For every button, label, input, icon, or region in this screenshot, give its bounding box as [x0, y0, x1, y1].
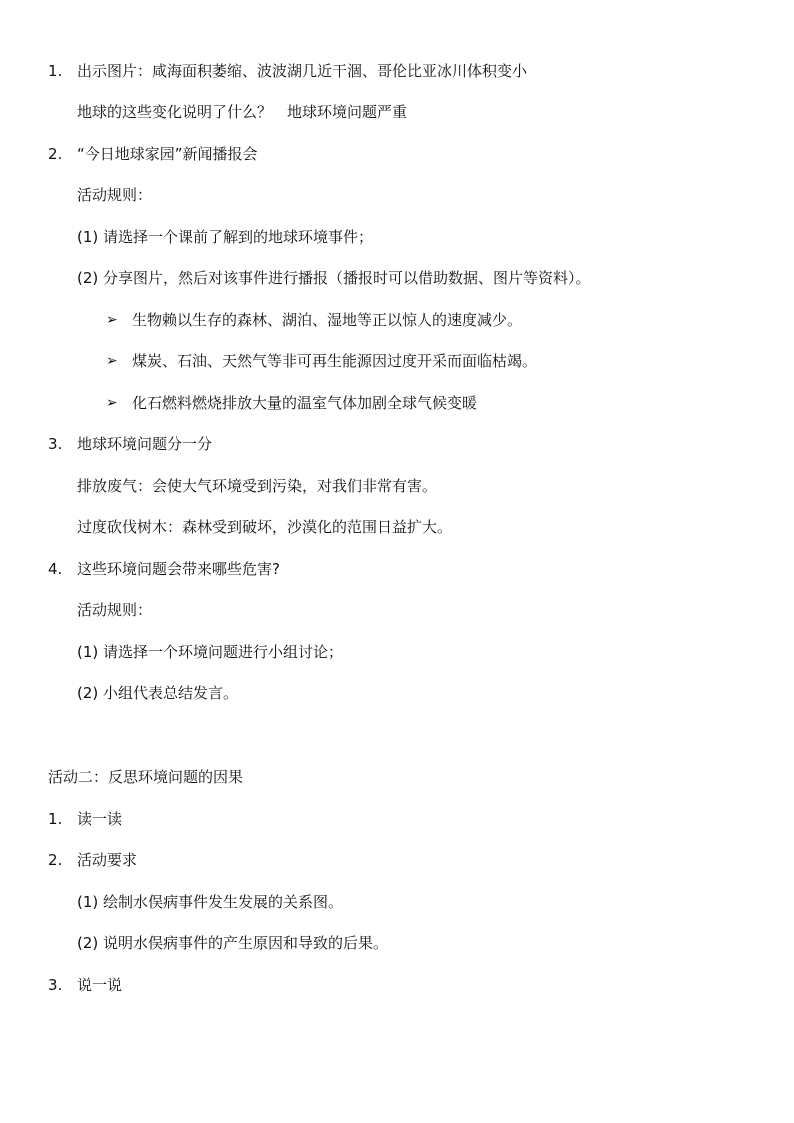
s2-item-2-rule-1: (1) 绘制水俣病事件发生发展的关系图。: [77, 893, 344, 911]
item-3-text: 地球环境问题分一分: [77, 435, 213, 453]
item-4-text: 这些环境问题会带来哪些危害?: [77, 560, 280, 578]
item-2-bullet-1: 生物赖以生存的森林、湖泊、湿地等正以惊人的速度减少。: [132, 311, 523, 329]
item-2-rule-1: (1) 请选择一个课前了解到的地球环境事件；: [77, 228, 374, 246]
s2-item-3-text: 说一说: [77, 976, 123, 994]
s2-item-2-number: 2.: [48, 851, 63, 869]
s2-item-1-number: 1.: [48, 810, 63, 828]
s2-item-2-text: 活动要求: [77, 851, 138, 869]
item-2-text: “今日地球家园”新闻播报会: [77, 145, 258, 163]
item-2-rules-title: 活动规则：: [77, 186, 153, 204]
item-1-text: 出示图片：咸海面积萎缩、波波湖几近干涸、哥伦比亚冰川体积变小: [77, 62, 528, 80]
item-2-rule-2: (2) 分享图片，然后对该事件进行播报（播报时可以借助数据、图片等资料）。: [77, 269, 591, 287]
item-4-rule-2: (2) 小组代表总结发言。: [77, 684, 239, 702]
item-4-rules-title: 活动规则：: [77, 601, 153, 619]
arrow-bullet-icon: ➢: [106, 395, 118, 411]
arrow-bullet-icon: ➢: [106, 353, 118, 369]
s2-item-1-text: 读一读: [77, 810, 123, 828]
item-4-number: 4.: [48, 560, 63, 578]
item-2-bullet-3: 化石燃料燃烧排放大量的温室气体加剧全球气候变暖: [132, 394, 478, 412]
s2-item-2-rule-2: (2) 说明水俣病事件的产生原因和导致的后果。: [77, 934, 389, 952]
item-1-number: 1.: [48, 62, 63, 80]
s2-item-3-number: 3.: [48, 976, 63, 994]
item-2-number: 2.: [48, 145, 63, 163]
item-1-subtext: 地球的这些变化说明了什么？ 地球环境问题严重: [77, 103, 408, 121]
item-3-line-1: 排放废气：会使大气环境受到污染，对我们非常有害。: [77, 477, 438, 495]
item-3-line-2: 过度砍伐树木：森林受到破坏，沙漠化的范围日益扩大。: [77, 518, 453, 536]
item-2-bullet-2: 煤炭、石油、天然气等非可再生能源因过度开采而面临枯竭。: [132, 352, 538, 370]
item-4-rule-1: (1) 请选择一个环境问题进行小组讨论；: [77, 643, 344, 661]
section-2-heading: 活动二：反思环境问题的因果: [48, 768, 244, 786]
arrow-bullet-icon: ➢: [106, 312, 118, 328]
item-3-number: 3.: [48, 435, 63, 453]
